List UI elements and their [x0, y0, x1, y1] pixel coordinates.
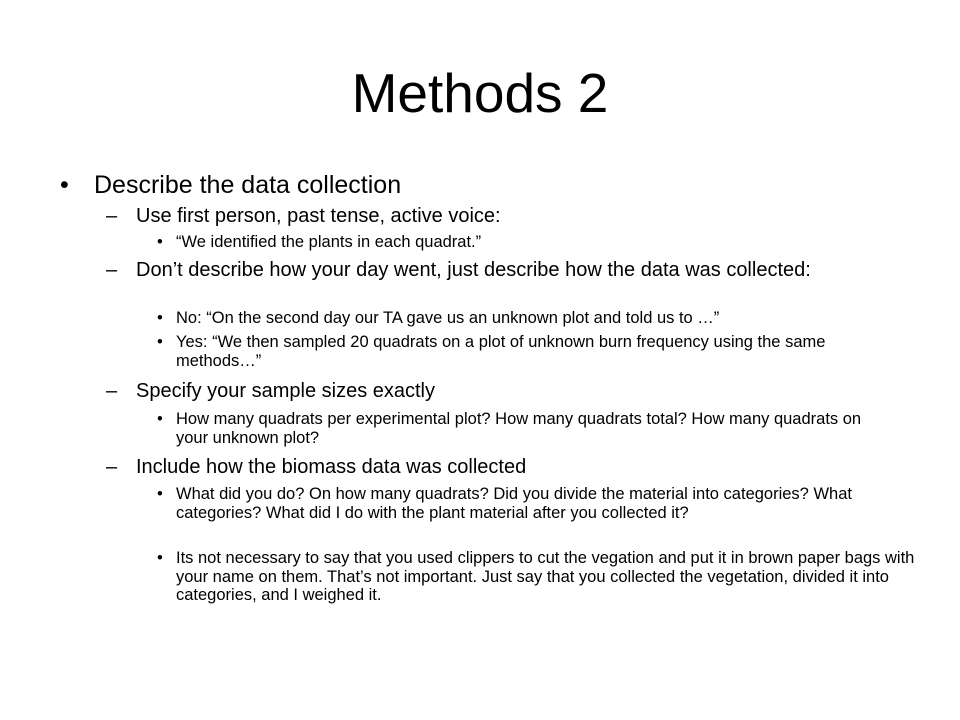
subbullet-text: Specify your sample sizes exactly	[136, 380, 436, 402]
bullet-describe-data-collection	[60, 170, 924, 200]
slide-title: Methods 2	[351, 62, 609, 124]
subbullet-first-person	[106, 204, 926, 228]
subbullet-dont-describe	[106, 258, 846, 282]
bullet-marker: •	[157, 485, 163, 503]
subbullet-text: Don’t describe how your day went, just describe how the data was collected:	[136, 259, 811, 281]
point-identified-example	[157, 233, 916, 252]
point-text: “We identified the plants in each quadrat.”	[176, 233, 482, 251]
point-no-example	[157, 309, 916, 328]
point-text: What did you do? On how many quadrats? Did you divide the material into categories? What categories? What did I do with the plant material after you collected it?	[176, 485, 852, 522]
dash-marker: –	[106, 456, 118, 478]
subbullet-specify-sample-sizes	[106, 379, 896, 403]
bullet-marker: •	[157, 410, 163, 428]
point-yes-example	[157, 333, 886, 370]
point-not-necessary	[157, 549, 916, 605]
point-text: Yes: “We then sampled 20 quadrats on a plot of unknown burn frequency using the same methods…”	[176, 333, 826, 370]
dash-marker: –	[106, 259, 118, 281]
point-how-many-quadrats	[157, 410, 886, 447]
subbullet-biomass-data	[106, 455, 896, 479]
subbullet-text: Include how the biomass data was collected	[136, 456, 527, 478]
bullet-text: Describe the data collection	[94, 171, 402, 199]
bullet-marker: •	[157, 309, 163, 327]
bullet-marker: •	[60, 171, 69, 199]
point-what-did-you-do	[157, 485, 901, 522]
point-text: How many quadrats per experimental plot? How many quadrats total? How many quadrats on your unknown plot?	[176, 410, 862, 447]
point-text: No: “On the second day our TA gave us an unknown plot and told us to …”	[176, 309, 720, 327]
bullet-marker: •	[157, 549, 163, 567]
subbullet-text: Use first person, past tense, active voice:	[136, 205, 501, 227]
bullet-marker: •	[157, 333, 163, 351]
point-text: Its not necessary to say that you used clippers to cut the vegation and put it in brown paper bags with your name on them. That’s not important. Just say that you collected the vegetation, divided it into categories, and I weighed it.	[176, 549, 915, 604]
bullet-marker: •	[157, 233, 163, 251]
dash-marker: –	[106, 380, 118, 402]
dash-marker: –	[106, 205, 118, 227]
